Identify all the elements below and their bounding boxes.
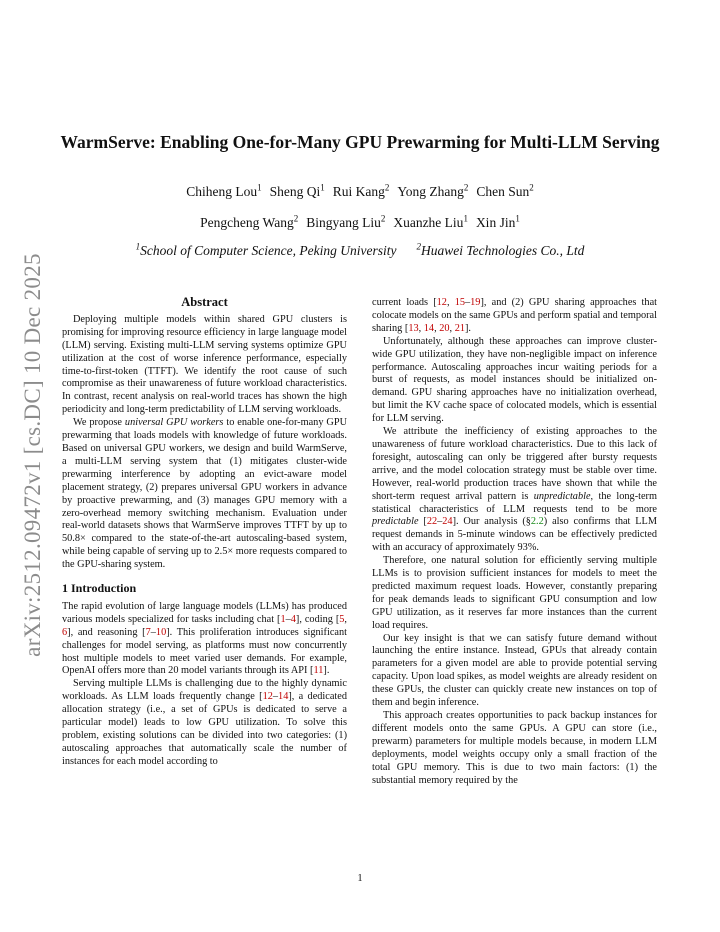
affiliation-mark: 1 xyxy=(257,182,262,192)
author-name: Xin Jin$^1$ xyxy=(475,213,520,230)
section-ref-link[interactable]: 2.2 xyxy=(530,516,544,528)
author-name: Pengcheng Wang$^2$ xyxy=(200,213,299,230)
author-name: Rui Kang$^2$ xyxy=(332,182,390,199)
page-number: 1 xyxy=(357,873,363,884)
citation-link[interactable]: 15 xyxy=(454,297,465,308)
paragraph: Our key insight is that we can satisfy future demand without launching the entire instance. Instead, GPUs that already contain parameters for a given model are able to provide potential serving capacity. Upon load spikes, as model weights are already resident on these GPUs, the cluster can quickly create new instances on top of them and begin inference. xyxy=(372,632,657,709)
author-name: Chiheng Lou$^1$ xyxy=(186,182,262,199)
section-heading: 1 Introduction xyxy=(62,581,137,596)
affiliation-mark: 2 xyxy=(463,182,469,192)
paragraph: Unfortunately, although these approaches can improve cluster-wide GPU utilization, they have non-negligible impact on inference performance. Autoscaling approaches incur waiting periods for a burst of requests, as model instances should be initialized on-demand. GPU sharing approaches have no initialization overhead, but limit the KV cache space of colocated models, which is essential for LLM serving. xyxy=(372,335,657,425)
citation-link[interactable]: 7 xyxy=(145,626,151,638)
paragraph: Serving multiple LLMs is challenging due to the highly dynamic workloads. As LLM loads frequently change [12–14], a dedicated allocation strategy (i.e., a set of GPUs is dedicated to serve a particular model) leads to low GPU utilization. To solve this problem, existing solutions can be divided into two categories: (1) autoscaling approaches that automatically scale the number of instances for each model according to xyxy=(62,678,347,767)
author-name: Bingyang Liu$^2$ xyxy=(306,213,386,230)
citation-link[interactable]: 4 xyxy=(290,613,296,625)
author-list-row1 xyxy=(0,182,720,200)
paper-title: WarmServe: Enabling One-for-Many GPU Prewarming for Multi-LLM Serving xyxy=(60,132,660,152)
paragraph: Deploying multiple models within shared GPU clusters is promising for improving resource efficiency in large language model (LLM) serving. Existing multi-LLM serving systems optimize GPU utilization at the cost of worse inference performance, especially time-to-first-token (TTFT). We identify the root cause of such compromise as their unawareness of future workload characteristics. In contrast, recent analysis on real-world traces has shown the high periodicity and long-term predictability of LLM serving workloads. xyxy=(62,313,347,416)
left-column xyxy=(62,296,347,769)
citation-link[interactable]: 14 xyxy=(423,322,435,334)
affiliation-mark: 1 xyxy=(515,213,520,223)
paragraph: The rapid evolution of large language models (LLMs) has produced various models specialized for tasks including chat [1–4], coding [5, 6], and reasoning [7–10]. This proliferation introduces significant challenges for model serving, as platforms must now concurrently host multiple models to meet varied user demands. For example, OpenAI offers more than 20 model variants through its API [11]. xyxy=(62,600,347,677)
author-name: Sheng Qi$^1$ xyxy=(269,182,325,199)
affiliations xyxy=(0,241,720,259)
paragraph: We propose universal GPU workers to enable one-for-many GPU prewarming that loads models with knowledge of future workloads. Based on universal GPU workers, we design and build WarmServe, a multi-LLM serving system that (1) mitigates cluster-wide prewarming interference by adopting an evict-aware model placement strategy, (2) prepares universal GPU workers in advance by proactive prewarming, and (3) manages GPU memory with a zero-overhead memory switching mechanism. Evaluation under real-world datasets shows that WarmServe improves TTFT by up to 50.8× compared to the state-of-the-art autoscaling-based system, while being capable of serving up to 2.5× more requests compared to the GPU-sharing system. xyxy=(62,417,348,571)
paragraph: Therefore, one natural solution for efficiently serving multiple LLMs is to provision sufficient instances for models to meet the predicted maximum request loads. However, constantly preparing for peak demands leads to significant GPU consumption and low GPU utilization, as it reserves far more instances than the current load requires. xyxy=(372,555,657,631)
citation-link[interactable]: 24 xyxy=(442,516,453,528)
citation-link[interactable]: 12 xyxy=(436,297,447,308)
citation-link[interactable]: 10 xyxy=(155,626,167,638)
paragraph: current loads [12, 15–19], and (2) GPU sharing approaches that colocate models on the same GPUs and perform spatial and temporal sharing [13, 14, 20, 21]. xyxy=(372,297,657,334)
affiliation-mark: 2 xyxy=(380,213,386,223)
emphasis: predictable xyxy=(372,516,419,528)
author-name: Chen Sun$^2$ xyxy=(476,182,534,199)
affiliation-mark: 1 xyxy=(320,182,325,192)
citation-link[interactable]: 13 xyxy=(408,322,419,334)
citation-link[interactable]: 11 xyxy=(313,665,324,677)
citation-link[interactable]: 1 xyxy=(280,613,286,625)
affiliation-mark: 2 xyxy=(529,182,534,192)
citation-link[interactable]: 14 xyxy=(278,691,289,703)
affiliation-mark: 1 xyxy=(463,213,468,223)
paragraph: We attribute the inefficiency of existing approaches to the unawareness of future workload characteristics. Due to this lack of foresight, autoscaling can only be triggered after bursty requests arrive, and the model colocation strategy must be stable over time. However, real-world production traces have shown that while the short-term request arrival pattern is unpredictable, the long-term statistical characteristics of LLM requests tend to be more predictable [22–24]. Our analysis (§2.2) also confirms that LLM request demands in 5-minute windows can be effectively predicted with an accuracy of approximately 93%. xyxy=(372,426,657,554)
citation-link[interactable]: 21 xyxy=(454,322,465,334)
right-column xyxy=(372,297,657,787)
emphasis: universal GPU workers xyxy=(124,417,224,429)
citation-link[interactable]: 22 xyxy=(426,516,438,528)
emphasis: unpredictable xyxy=(533,490,591,502)
author-name: Yong Zhang$^2$ xyxy=(397,182,469,199)
citation-link[interactable]: 12 xyxy=(262,691,273,703)
citation-link[interactable]: 6 xyxy=(62,626,68,638)
arxiv-stamp: arXiv:2512.09472v1 [cs.DC] 10 Dec 2025 xyxy=(20,253,45,657)
affiliation-mark: 2 xyxy=(293,213,299,223)
affiliation: $^1$School of Computer Science, Peking University xyxy=(135,241,397,258)
author-list-row2 xyxy=(0,213,720,231)
affiliation: $^2$Huawei Technologies Co., Ltd xyxy=(416,241,585,258)
abstract-heading: Abstract xyxy=(181,295,228,309)
citation-link[interactable]: 20 xyxy=(439,322,450,334)
citation-link[interactable]: 19 xyxy=(470,297,481,308)
paragraph: This approach creates opportunities to pack backup instances for different models onto the same GPUs. A GPU can store (i.e., prewarm) parameters for multiple models because, in modern LLM deployments, model weights occupy only a small fraction of the total GPU memory. This is due to two main factors: (1) the substantial memory required by the xyxy=(372,710,657,786)
affiliation-mark: 2 xyxy=(384,182,390,192)
author-name: Xuanzhe Liu$^1$ xyxy=(393,213,468,230)
citation-link[interactable]: 5 xyxy=(339,613,345,625)
